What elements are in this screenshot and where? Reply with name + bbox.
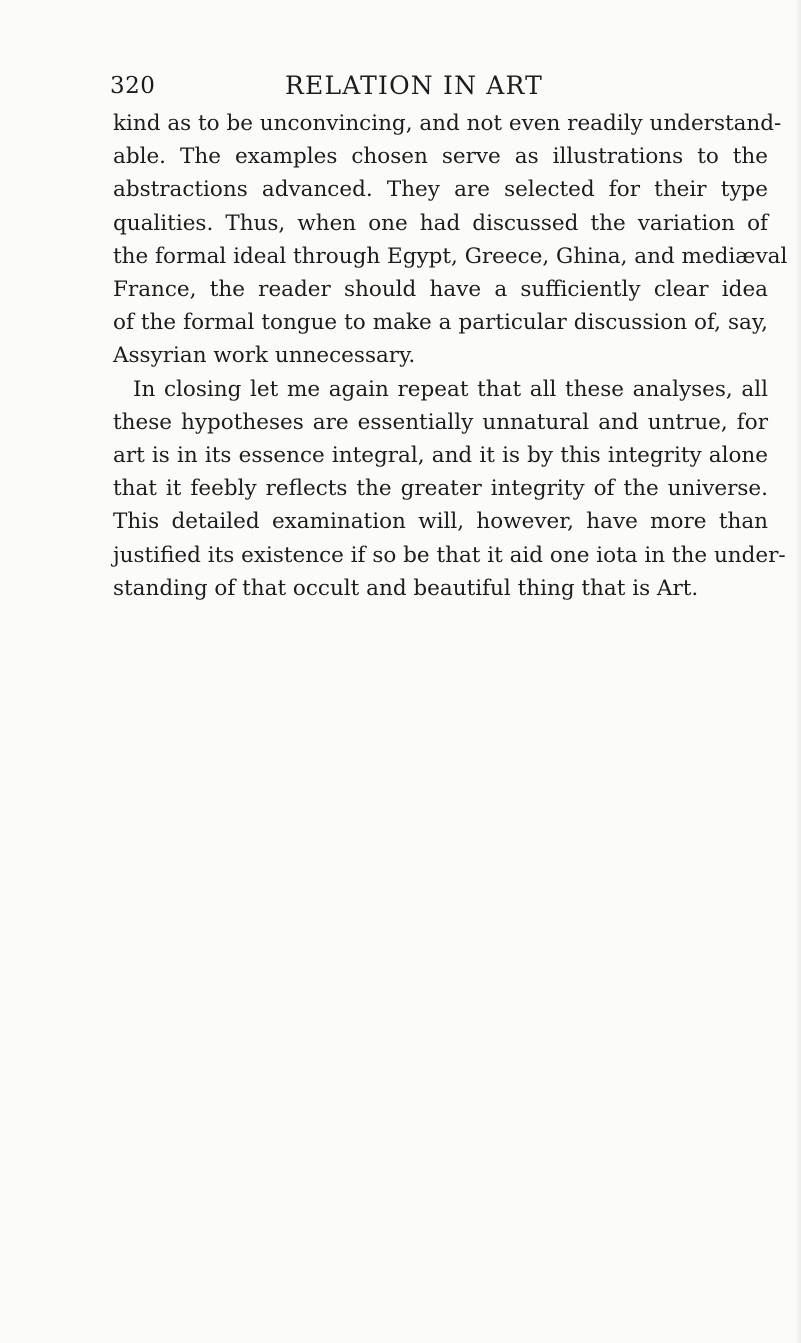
text-line: these hypotheses are essentially unnatural and untrue, for (113, 409, 768, 435)
paragraph-2 (113, 373, 786, 605)
text-line: kind as to be unconvincing, and not even readily understand- (113, 111, 782, 136)
body-text (113, 107, 788, 605)
text-line: In closing let me again repeat that all these analyses, all (133, 376, 768, 402)
page-number: 320 (110, 73, 156, 99)
page-edge-shadow (795, 0, 801, 1343)
text-line: art is in its essence integral, and it is by this integrity alone (113, 443, 768, 469)
text-line: This detailed examination will, however, have more than (113, 509, 768, 535)
text-line: of the formal tongue to make a particular discussion of, say, (113, 310, 768, 336)
text-line: the formal ideal through Egypt, Greece, Ghina, and mediæval (113, 243, 788, 269)
running-head (110, 66, 710, 106)
running-title: RELATION IN ART (284, 71, 544, 100)
text-line: abstractions advanced. They are selected for their type (113, 177, 768, 203)
text-line: Assyrian work unnecessary. (113, 343, 416, 369)
text-line: justified its existence if so be that it aid one iota in the under- (113, 542, 786, 568)
text-line: qualities. Thus, when one had discussed the variation of (113, 210, 768, 236)
text-line: able. The examples chosen serve as illustrations to the (113, 144, 768, 170)
text-line: standing of that occult and beautiful thing that is Art. (113, 575, 699, 601)
text-line: that it feebly reflects the greater integrity of the universe. (113, 476, 768, 502)
paragraph-1 (113, 107, 788, 373)
text-line: France, the reader should have a sufficiently clear idea (113, 277, 768, 303)
